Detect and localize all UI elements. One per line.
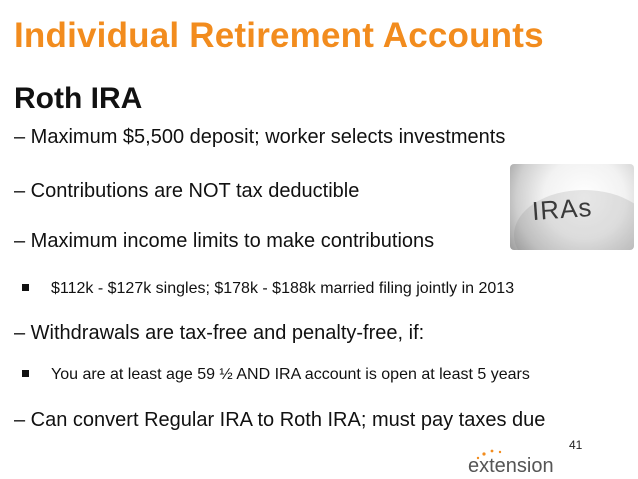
iras-ball-image (510, 164, 634, 250)
bullet-withdrawals: – Withdrawals are tax-free and penalty-free, if: (14, 322, 425, 344)
sub-bullet-withdrawal-condition (22, 366, 530, 384)
page-number: 41 (569, 438, 583, 452)
bullet-max-deposit: – Maximum $5,500 deposit; worker selects investments (14, 126, 506, 148)
square-bullet-icon (22, 370, 29, 377)
iras-ball-label: IRAs (530, 191, 594, 227)
slide-subtitle: Roth IRA (14, 82, 143, 115)
slide-title: Individual Retirement Accounts (14, 16, 544, 55)
square-bullet-icon (22, 284, 29, 291)
sub-bullet-income-limits (22, 280, 514, 298)
bullet-convert: – Can convert Regular IRA to Roth IRA; must pay taxes due (14, 409, 546, 431)
logo-wordmark: extension (468, 455, 554, 476)
bullet-not-deductible: – Contributions are NOT tax deductible (14, 180, 360, 202)
sub-bullet-withdrawal-condition-text: You are at least age 59 ½ AND IRA account is open at least 5 years (51, 366, 530, 383)
extension-logo (466, 448, 566, 476)
sub-bullet-income-limits-text: $112k - $127k singles; $178k - $188k married filing jointly in 2013 (51, 280, 515, 297)
bullet-income-limits: – Maximum income limits to make contributions (14, 230, 435, 252)
